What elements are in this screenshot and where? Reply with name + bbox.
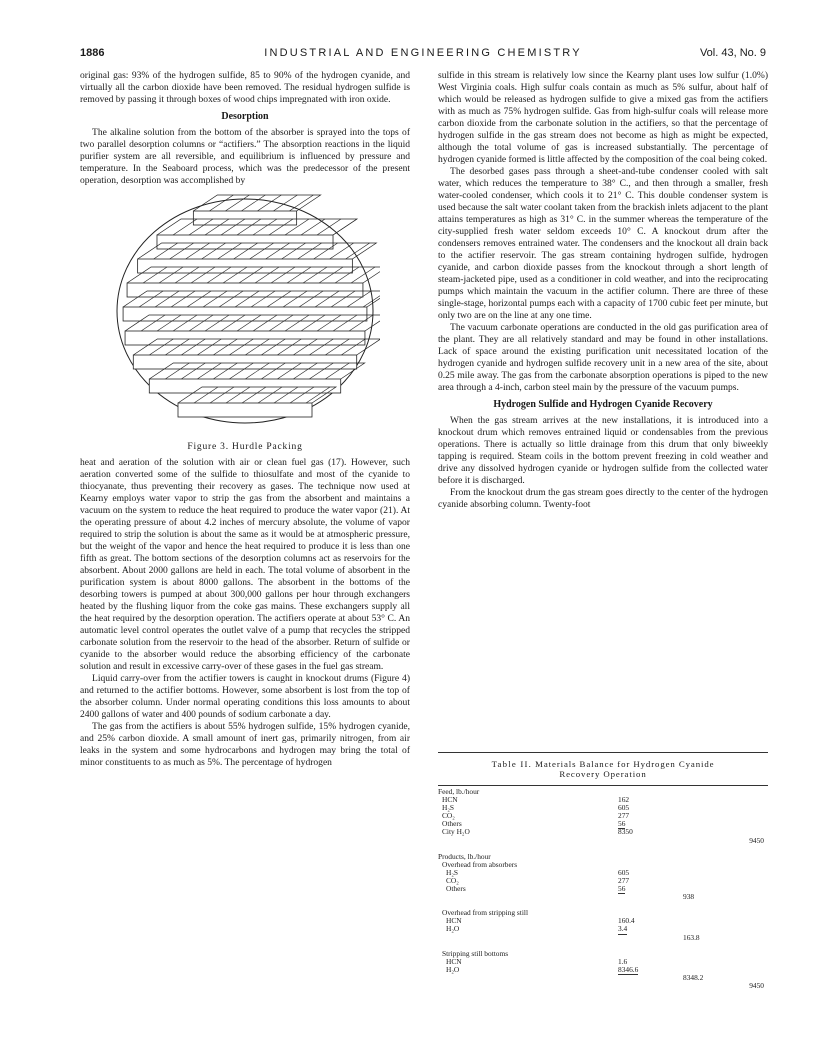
- row-label: HCN: [446, 916, 462, 926]
- overhead-absorbers-header: Overhead from absorbers: [442, 859, 518, 869]
- row-value: 56: [618, 819, 626, 829]
- row-value: 8346.6: [618, 964, 639, 974]
- table-row: [438, 820, 768, 828]
- volume-info: Vol. 43, No. 9: [699, 47, 766, 59]
- sulfide-paragraph: sulfide in this stream is relatively low since the Kearny plant uses low sulfur (1.0%) West Virginia coals. High sulfur coals contain as much as 5% sulfur, about half of which would be released as hydrogen sulfide to give a mixed gas from the actifiers with as much as 75% hydrogen sulfide. Gas from high-sulfur coals will release more carbon dioxide from the carbonate solution in the actifiers, so that the percentage of hydrogen sulfide in the gas stream does not become as high as might be expected, although the total volume of gas is increased substantially. The percentage of hydrogen cyanide formed is little affected by the composition of the coal being coked.: [438, 70, 768, 165]
- still-bottoms-header: Stripping still bottoms: [442, 948, 509, 958]
- hurdle-cross-member: [289, 195, 313, 211]
- table-top-rule: [438, 752, 768, 753]
- table-title-line1: Materials Balance for Hydrogen Cyanide: [535, 759, 715, 769]
- row-label: H₂S: [446, 867, 459, 877]
- table-row: [438, 877, 768, 885]
- overhead-still-subtotal: 163.8: [683, 932, 700, 942]
- row-value: 1.6: [618, 956, 628, 966]
- hurdle-slat: [178, 403, 312, 417]
- desorption-heading: Desorption: [221, 111, 269, 122]
- row-value: 277: [618, 875, 630, 885]
- condenser-paragraph: The desorbed gases pass through a sheet-and-tube condenser cooled with salt water, which reduces the temperature to 38° C., and then through a smaller, fresh water-cooled condenser, which cools it to 21° C. This double condenser system is used because the salt water coolant taken from the brackish inlets adjacent to the plant attains temperatures as high as 31° C. in the summer whereas the temperature of the city-supplied fresh water seldom exceeds 10° C. A knockout drum after the condensers removes entrained water. The condensers and the knockout all drain back to the actifier reservoir. The gas stream containing hydrogen sulfide, hydrogen cyanide, and carbon dioxide passes from the knockout through a short length of steam-jacketed pipe, used as a conditioner in cold weather, and into the reciprocating pumps which maintain the vacuum in the actifier column. There are three of these single-stage, horizontal pumps each with a capacity of 1700 cubic feet per minute, but only two are on the line at any one time.: [438, 166, 768, 321]
- materials-balance-table: [438, 752, 768, 990]
- page-header: [80, 47, 766, 61]
- table-row: [438, 828, 768, 836]
- recovery-heading: Hydrogen Sulfide and Hydrogen Cyanide Recovery: [493, 399, 713, 410]
- hurdle-cross-member: [241, 195, 265, 211]
- hurdle-cross-member: [173, 219, 197, 235]
- overhead-still-header: Overhead from stripping still: [442, 908, 529, 918]
- hurdle-packing-illustration: [110, 191, 380, 431]
- carryover-paragraph: Liquid carry-over from the actifier towers is caught in knockout drums (Figure 4) and returned to the actifier bottoms. However, some absorbent is lost from the top of the absorber column. Under normal operating conditions this loss amounts to about 2400 gallons of water and 400 pounds of sodium carbonate a day.: [80, 673, 410, 720]
- hurdle-cross-member: [317, 219, 341, 235]
- row-value: 605: [618, 803, 630, 813]
- table-row: [438, 917, 768, 925]
- hurdle-slat: [127, 283, 363, 297]
- row-label: Others: [442, 819, 462, 829]
- feed-header: Feed, lb./hour: [438, 787, 480, 796]
- row-value: 56: [618, 884, 626, 894]
- row-label: CO₂: [446, 875, 459, 885]
- row-label: H₂O: [446, 964, 460, 974]
- hurdle-cross-member: [301, 219, 325, 235]
- row-value: 162: [618, 795, 630, 805]
- row-label: City H₂O: [442, 827, 470, 837]
- page-number: 1886: [80, 47, 105, 59]
- hurdle-slat: [133, 355, 356, 369]
- row-value: 160.4: [618, 916, 635, 926]
- knockout-paragraph: From the knockout drum the gas stream goes directly to the center of the hydrogen cyanide absorbing column. Twenty-foot: [438, 487, 768, 510]
- figure-3: [80, 187, 410, 457]
- table-row: [438, 893, 768, 901]
- table-row: [438, 925, 768, 933]
- products-total: 9450: [749, 980, 764, 990]
- table-row: [438, 804, 768, 812]
- row-label: CO₂: [442, 811, 455, 821]
- row-value: 3.4: [618, 924, 628, 934]
- table-body: [438, 788, 768, 990]
- hurdle-slat: [125, 331, 365, 345]
- hurdle-cross-member: [351, 267, 375, 283]
- row-value: 605: [618, 867, 630, 877]
- table-label: Table II.: [491, 759, 533, 769]
- row-value: 277: [618, 811, 630, 821]
- row-label: H₂O: [446, 924, 460, 934]
- hurdle-slat: [157, 235, 333, 249]
- hurdle-cross-member: [225, 195, 249, 211]
- row-value: 8350: [618, 827, 633, 837]
- intro-paragraph: original gas: 93% of the hydrogen sulfide, 85 to 90% of the hydrogen cyanide, and virtually all the carbon dioxide have been removed. The residual hydrogen sulfide is removed by passing it through boxes of wood chips impregnated with iron oxide.: [80, 70, 410, 105]
- hurdle-slat: [149, 379, 340, 393]
- journal-title: INDUSTRIAL AND ENGINEERING CHEMISTRY: [264, 47, 582, 59]
- hurdle-slat: [138, 259, 353, 273]
- desorption-paragraph: The alkaline solution from the bottom of the absorber is sprayed into the tops of two parallel desorption columns or “actifiers.” The absorption reactions in the liquid purifier system are all reversible, and equilibrium is influenced by pressure and temperature. In the Seaboard process, which was the predecessor of the present operation, desorption was accomplished by: [80, 127, 410, 186]
- row-label: Others: [446, 884, 466, 894]
- table-row: [438, 966, 768, 974]
- products-header: Products, lb./hour: [438, 851, 491, 861]
- table-row: [438, 885, 768, 893]
- row-label: H₂S: [442, 803, 455, 813]
- table-title: [438, 759, 768, 779]
- overhead-absorbers-subtotal: 938: [683, 892, 695, 902]
- aeration-paragraph: heat and aeration of the solution with air or clean fuel gas (17). However, such aeration converted some of the sulfide to thiosulfate and most of the cyanide to thiocyanate, thus preventing their recovery as gases. The technique now used at Kearny employs water vapor to strip the gas from the absorbent and maintains a vacuum on the system to reduce the heat required to produce the water vapor (21). At the operating pressure of about 4.2 inches of mercury absolute, the volume of vapor required to strip the solution is about the same as it would be at atmospheric pressure, but the weight of the vapor and hence the heat required to produce it is less than one fifth as great. The bottom sections of the desorption columns act as reservoirs for the absorbent. About 2000 gallons are held in each. The total volume of absorbent in the purification system is about 8000 gallons. The absorbent in the bottoms of the desorbing towers is pumped at about 300,000 gallons per hour through exchangers heated by the flushing liquor from the coke gas mains. These exchangers supply all the heat required by the desorption operation. The actifiers operate at about 53° C. An automatic level control operates the outlet valve of a pump that recycles the stripped carbonate solution from the reservoir to the head of the absorber. Return of sulfide or cyanide to the absorber would reduce the absorbing efficiency of the carbonate solution and result in excessive carry-over of these gases in the fuel gas stream.: [80, 457, 410, 672]
- figure-caption: Figure 3. Hurdle Packing: [187, 442, 303, 452]
- table-row: [438, 869, 768, 877]
- vacuum-carbonate-paragraph: The vacuum carbonate operations are conducted in the old gas purification area of the plant. They are all relatively standard and may be found in other installations. Lack of space around the existing purification unit necessitated location of the hydrogen cyanide and hydrogen sulfide recovery unit in a new area of the site, about 0.25 mile away. The gas from the carbonate absorption operations is piped to the new area through a 4-inch, carbon steel main by the pressure of the vacuum pumps.: [438, 322, 768, 393]
- table-title-line2: Recovery Operation: [559, 769, 647, 779]
- arrival-paragraph: When the gas stream arrives at the new installations, it is introduced into a knockout drum which removes entrained liquid or condensables from the previous operations. There is actually so little drainage from this drum that only biweekly tapping is required. Steam coils in the bottom prevent freezing in cold weather and drive any dissolved hydrogen cyanide or hydrogen sulfide from the collected water before it is discharged.: [438, 415, 768, 486]
- hurdle-cross-member: [333, 219, 357, 235]
- row-label: HCN: [446, 956, 462, 966]
- still-bottoms-subtotal: 8348.2: [683, 972, 704, 982]
- hurdle-slat: [193, 211, 296, 225]
- left-column: [80, 70, 410, 769]
- right-column: [438, 70, 768, 511]
- gas-composition-paragraph: The gas from the actifiers is about 55% hydrogen sulfide, 15% hydrogen cyanide, and 25% carbon dioxide. A small amount of inert gas, primarily nitrogen, from air leaks in the system and some hydrocarbons and hydrogen may bring the total of minor constituents to as much as 5%. The percentage of hydrogen: [80, 721, 410, 768]
- table-row: [438, 982, 768, 990]
- feed-total: 9450: [749, 835, 764, 845]
- table-row: [438, 934, 768, 942]
- table-row: [438, 812, 768, 820]
- table-row: [438, 796, 768, 804]
- table-row: [438, 974, 768, 982]
- row-label: HCN: [442, 795, 458, 805]
- table-row: [438, 958, 768, 966]
- table-row: [438, 837, 768, 845]
- table-header-rule: [438, 785, 768, 786]
